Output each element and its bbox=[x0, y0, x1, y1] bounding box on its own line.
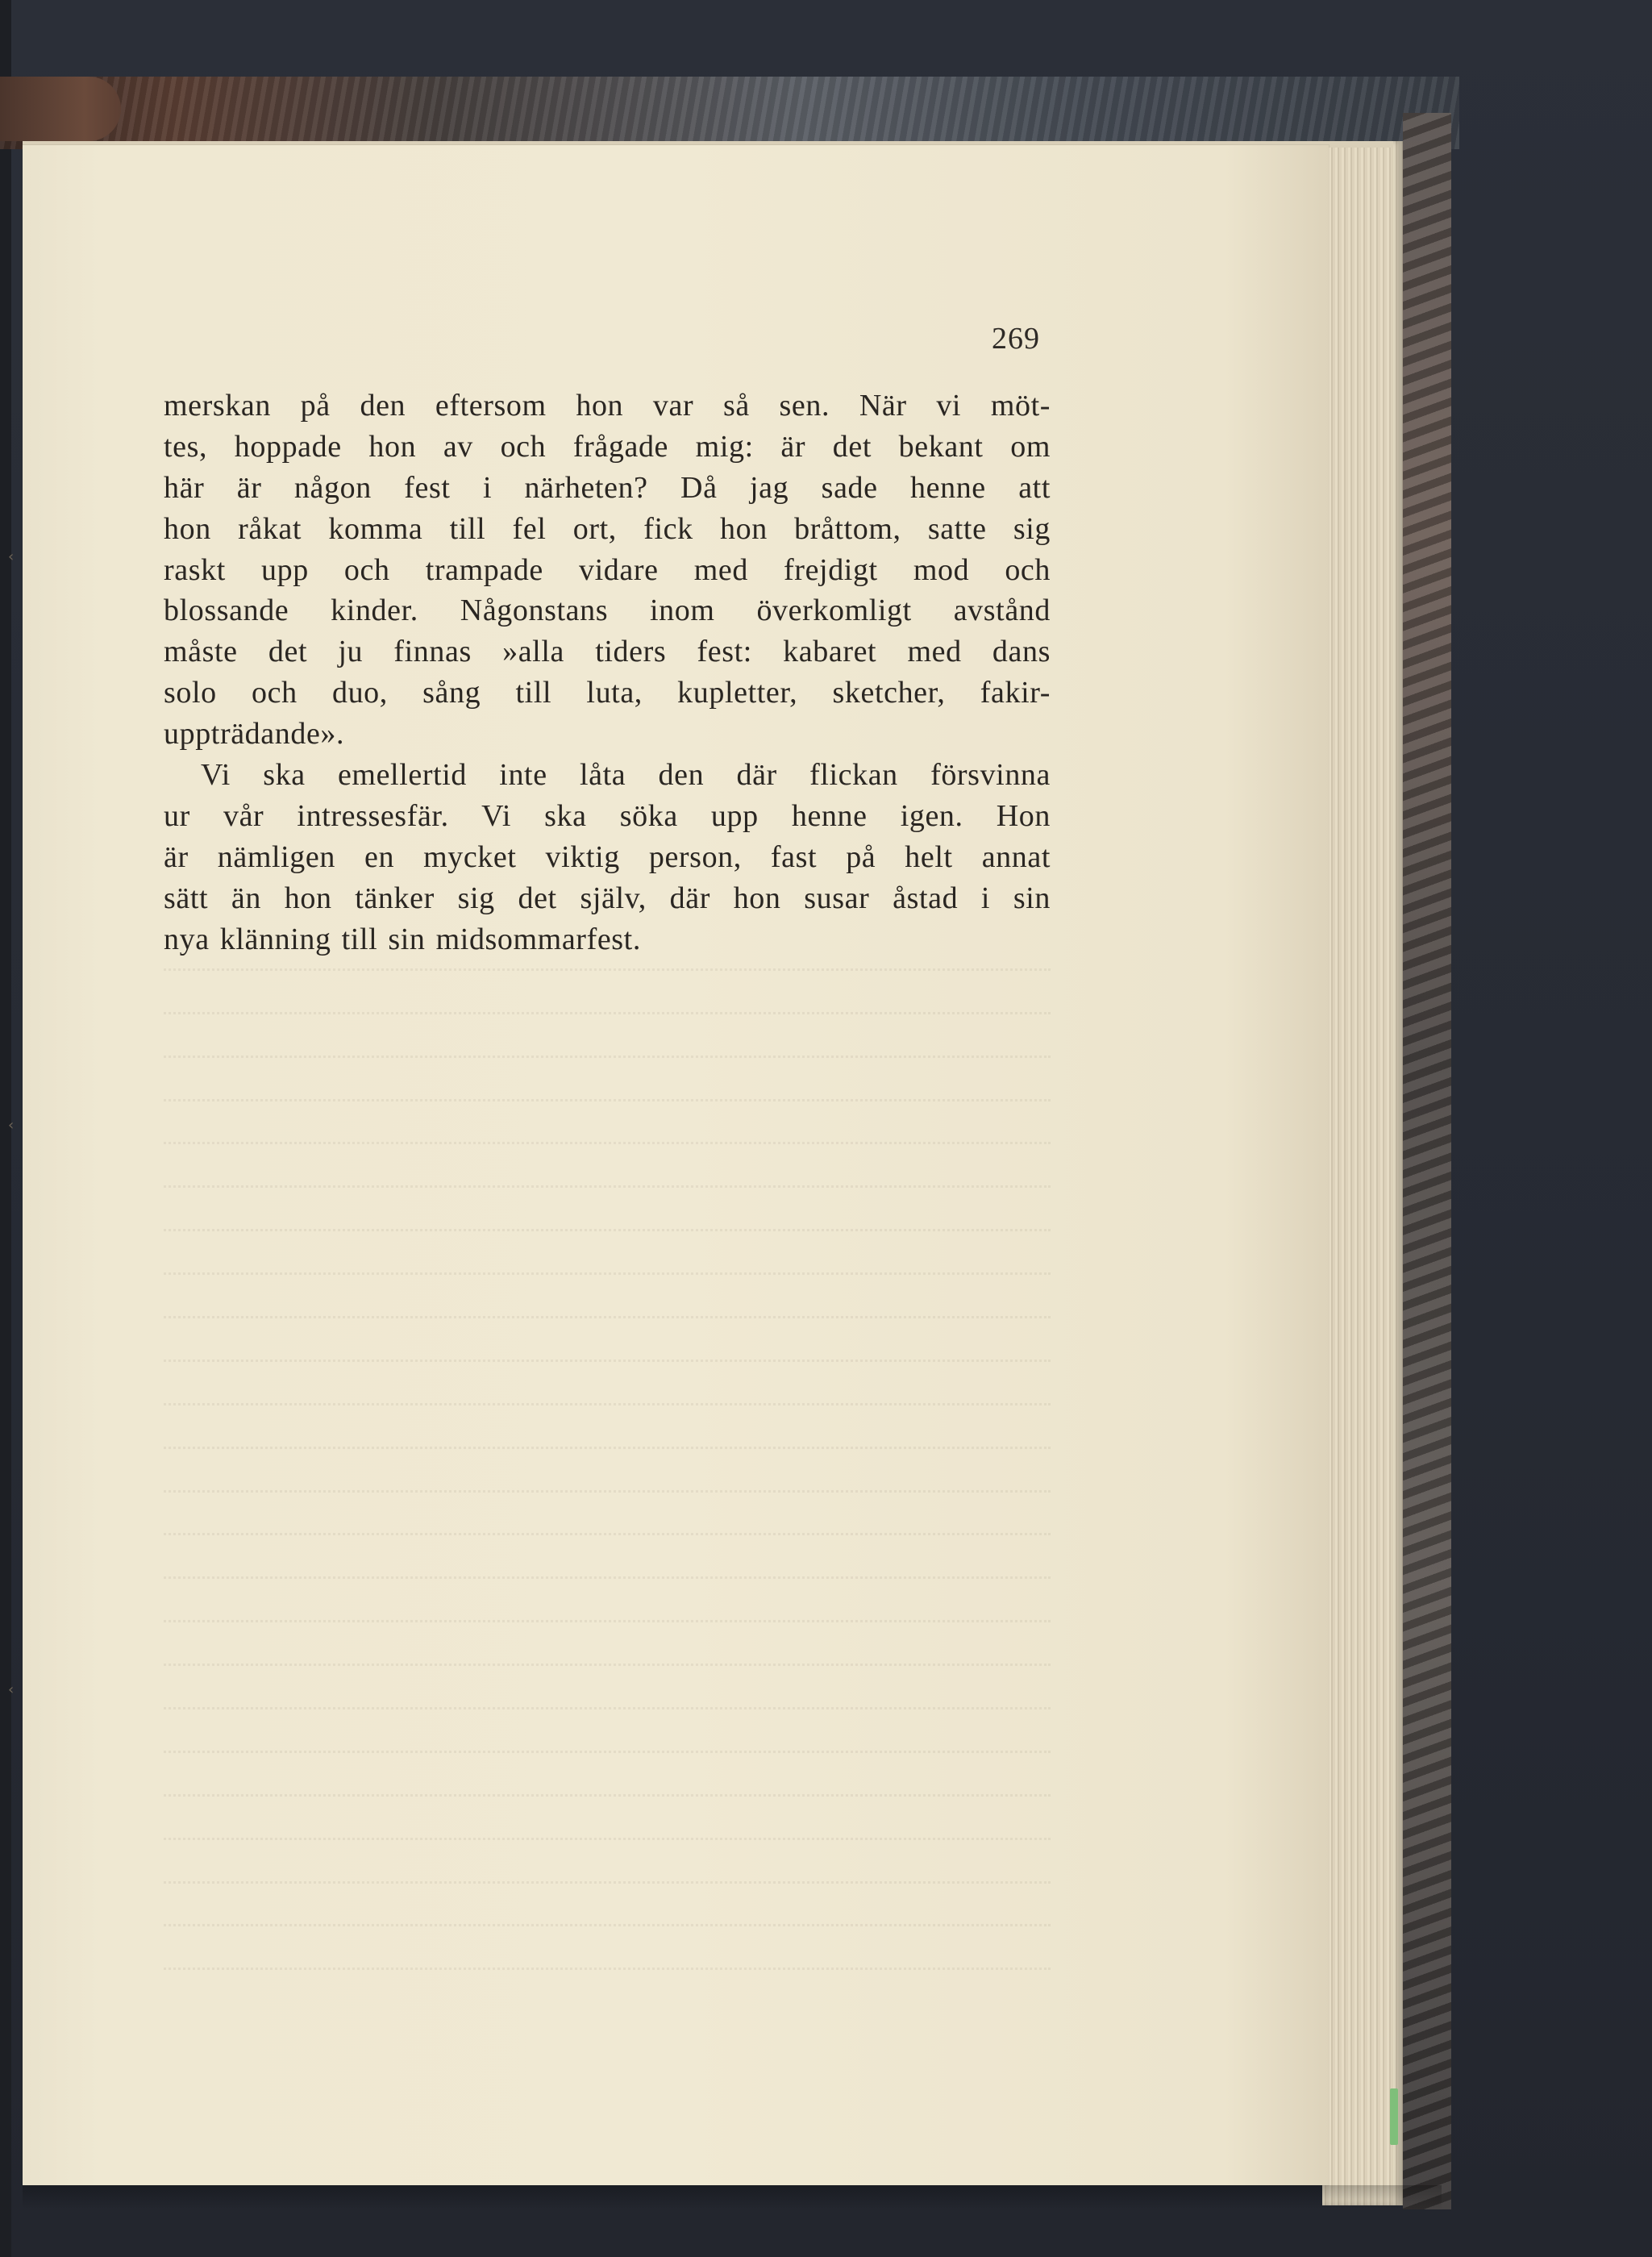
text-line: Vi ska emellertid inte låta den där flickan försvinna bbox=[201, 758, 1051, 793]
text-line: sätt än hon tänker sig det själv, där hon susar åstad i sin bbox=[164, 881, 1051, 915]
text-line: ur vår intressesfär. Vi ska söka upp henne igen. Hon bbox=[164, 798, 1051, 833]
text-line: tes, hoppade hon av och frågade mig: är det bekant om bbox=[164, 429, 1051, 464]
text-line: måste det ju finnas »alla tiders fest: kabaret med dans bbox=[164, 635, 1051, 669]
page-number: 269 bbox=[992, 322, 1040, 356]
book-cover-top bbox=[0, 77, 1459, 149]
text-line: merskan på den eftersom hon var så sen. När vi möt- bbox=[164, 389, 1051, 423]
text-line: raskt upp och trampade vidare med frejdigt mod och bbox=[164, 552, 1051, 587]
text-line: är nämligen en mycket viktig person, fast på helt annat bbox=[164, 839, 1051, 874]
text-line: nya klänning till sin midsommarfest. bbox=[164, 922, 641, 956]
book-spine-top bbox=[0, 77, 121, 141]
body-text bbox=[164, 385, 1051, 960]
margin-mark: ‹ bbox=[8, 1681, 15, 1698]
page-edges bbox=[1322, 141, 1403, 2205]
page-bottom-shadow bbox=[23, 2185, 1442, 2209]
book-cover-right bbox=[1403, 113, 1451, 2209]
margin-mark: ‹ bbox=[8, 1117, 15, 1134]
text-line: hon råkat komma till fel ort, fick hon bråttom, satte sig bbox=[164, 511, 1051, 546]
text-line: solo och duo, sång till luta, kupletter, sketcher, fakir- bbox=[164, 676, 1051, 710]
margin-mark: ‹ bbox=[8, 548, 15, 565]
bleed-through-text bbox=[164, 927, 1051, 1970]
text-line: blossande kinder. Någonstans inom överkomligt avstånd bbox=[164, 593, 1051, 628]
text-line: uppträdande». bbox=[164, 717, 345, 752]
text-line: här är någon fest i närheten? Då jag sade henne att bbox=[164, 470, 1051, 505]
bookmark-tab bbox=[1390, 2088, 1398, 2145]
